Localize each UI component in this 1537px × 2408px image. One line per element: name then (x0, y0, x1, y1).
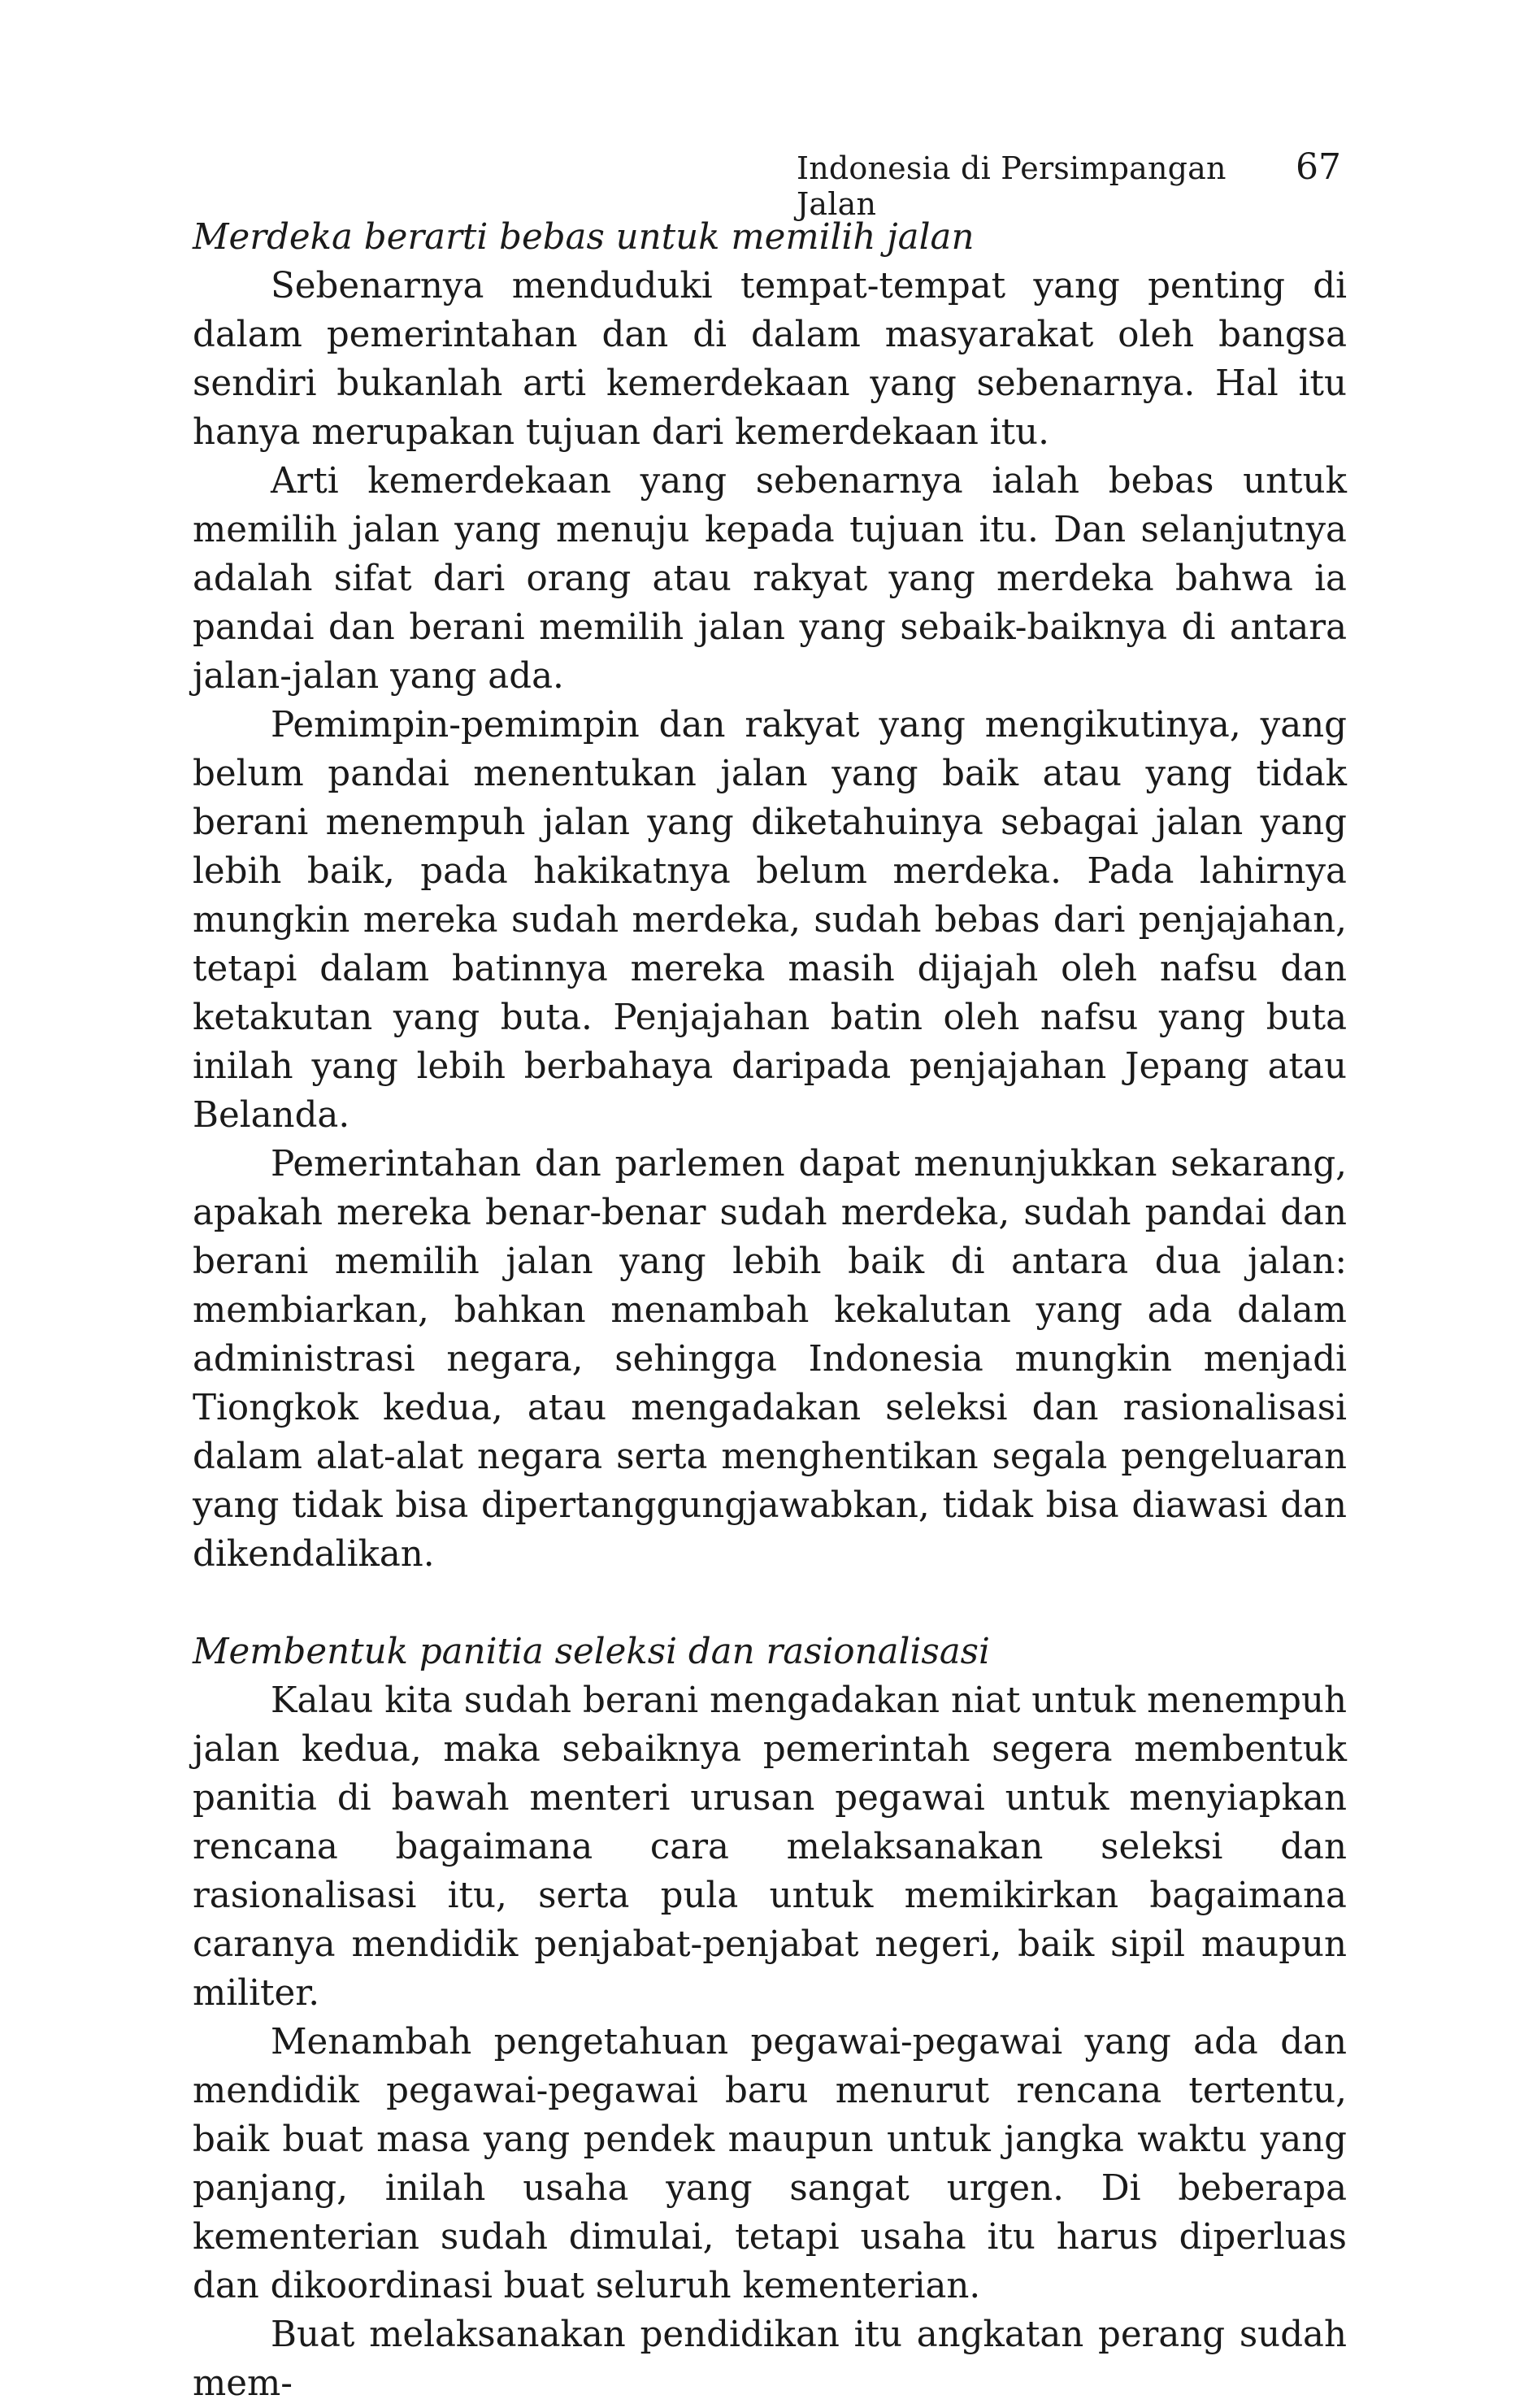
section-heading: Merdeka berarti bebas untuk memilih jalan (193, 217, 975, 258)
paragraph: Buat melaksanakan pendidikan itu angkatan perang sudah mem- (193, 2315, 1347, 2404)
running-title: Indonesia di Persimpangan Jalan (797, 150, 1227, 222)
paragraph: Sebenarnya menduduki tempat-tempat yang penting di dalam pemerintahan dan di dalam masyarakat oleh bangsa sendiri bukanlah arti kemerdekaan yang sebenarnya. Hal itu hanya merupakan tujuan dari kemerdekaan itu. (193, 266, 1347, 453)
paragraph: Arti kemerdekaan yang sebenarnya ialah bebas untuk memilih jalan yang menuju kepada tujuan itu. Dan selanjutnya adalah sifat dari orang atau rakyat yang merdeka bahwa ia pandai dan berani memilih jalan yang sebaik-baiknya di antara jalan-jalan yang ada. (193, 461, 1347, 697)
page-body (193, 213, 1347, 2408)
paragraph: Pemerintahan dan parlemen dapat menunjukkan sekarang, apakah mereka benar-benar sudah merdeka, sudah pandai dan berani memilih jalan yang lebih baik di antara dua jalan: membiarkan, bahkan menambah kekalutan yang ada dalam administrasi negara, sehingga Indonesia mungkin menjadi Tiongkok kedua, atau mengadakan seleksi dan rasionalisasi dalam alat-alat negara serta menghentikan segala pengeluaran yang tidak bisa dipertanggungjawabkan, tidak bisa diawasi dan dikendalikan. (193, 1144, 1347, 1575)
section-heading: Membentuk panitia seleksi dan rasionalisasi (193, 1632, 990, 1672)
paragraph: Kalau kita sudah berani mengadakan niat untuk menempuh jalan kedua, maka sebaiknya pemerintah segera membentuk panitia di bawah menteri urusan pegawai untuk menyiapkan rencana bagaimana cara melaksanakan seleksi dan rasionalisasi itu, serta pula untuk memikirkan bagaimana caranya mendidik penjabat-penjabat negeri, baik sipil maupun militer. (193, 1680, 1347, 2014)
running-header (797, 146, 1341, 222)
section-spacer (193, 1579, 1347, 1628)
paragraph: Pemimpin-pemimpin dan rakyat yang mengikutinya, yang belum pandai menentukan jalan yang baik atau yang tidak berani menempuh jalan yang diketahuinya sebagai jalan yang lebih baik, pada hakikatnya belum merdeka. Pada lahirnya mungkin mereka sudah merdeka, sudah bebas dari penjajahan, tetapi dalam batinnya mereka masih dijajah oleh nafsu dan ketakutan yang buta. Penjajahan batin oleh nafsu yang buta inilah yang lebih berbahaya daripada penjajahan Jepang atau Belanda. (193, 705, 1347, 1136)
page-number: 67 (1296, 146, 1341, 188)
paragraph: Menambah pengetahuan pegawai-pegawai yang ada dan mendidik pegawai-pegawai baru menurut rencana tertentu, baik buat masa yang pendek maupun untuk jangka waktu yang panjang, inilah usaha yang sangat urgen. Di beberapa kementerian sudah dimulai, tetapi usaha itu harus diperluas dan dikoordinasi buat seluruh kementerian. (193, 2022, 1347, 2306)
